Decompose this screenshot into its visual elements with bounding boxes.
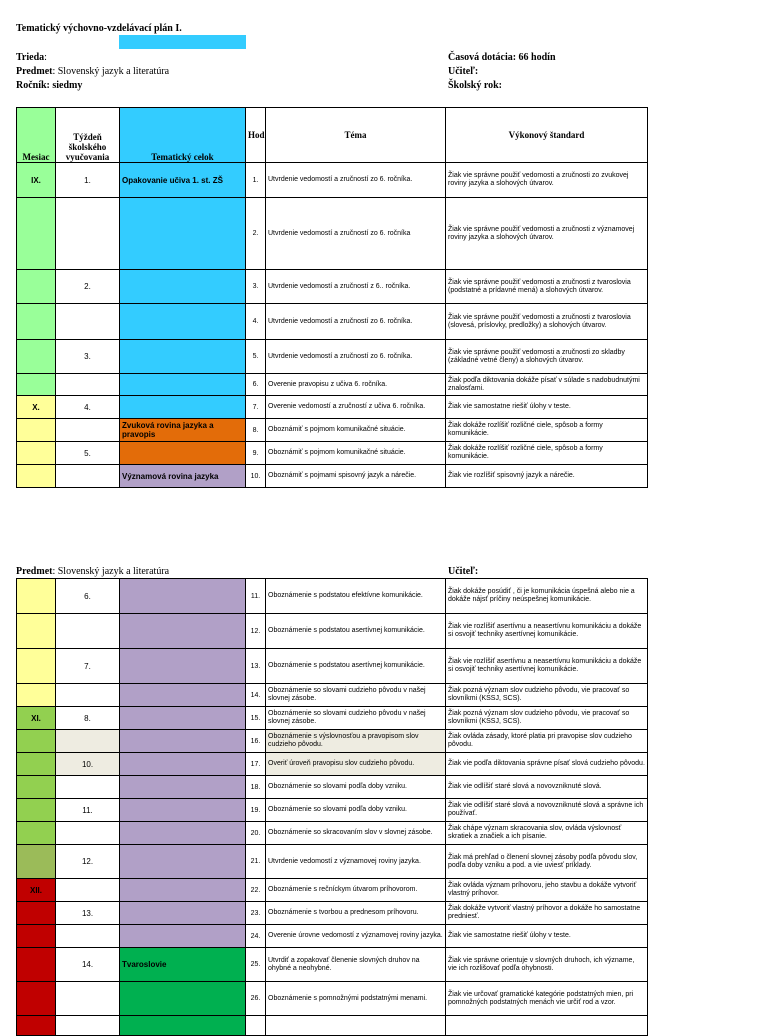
unit-cell xyxy=(120,879,246,902)
tyzden-cell: 5. xyxy=(56,442,120,465)
mesiac-cell xyxy=(17,340,56,374)
skolsky-rok-label: Školský rok: xyxy=(448,80,503,91)
hod-cell: 10. xyxy=(246,465,266,488)
standard-cell: Žiak vie podľa diktovania správne písať slová cudzieho pôvodu. xyxy=(446,753,648,776)
tema-cell: Oboznámenie so slovami podľa doby vzniku. xyxy=(266,776,446,799)
standard-cell: Žiak dokáže vytvoriť vlastný príhovor a dokáže ho samostatne predniesť. xyxy=(446,902,648,925)
hod-cell: 8. xyxy=(246,419,266,442)
tyzden-cell: 14. xyxy=(56,948,120,982)
hod-cell: 23. xyxy=(246,902,266,925)
standard-cell xyxy=(446,1016,648,1036)
mesiac-cell xyxy=(17,419,56,442)
hod-cell: 9. xyxy=(246,442,266,465)
col-tema-header: Téma xyxy=(266,108,446,163)
tema-cell: Utvrdiť a zopakovať členenie slovných druhov na ohybné a neohybné. xyxy=(266,948,446,982)
table-row xyxy=(17,684,648,707)
mesiac-cell xyxy=(17,1016,56,1036)
tema-cell: Oboznámenie s výslovnosťou a pravopisom slov cudzieho pôvodu. xyxy=(266,730,446,753)
unit-cell xyxy=(120,799,246,822)
table-row xyxy=(17,198,648,270)
mesiac-cell xyxy=(17,374,56,396)
tema-cell: Oboznámiť s pojmom komunikačné situácie. xyxy=(266,419,446,442)
table-row xyxy=(17,649,648,684)
hod-cell: 17. xyxy=(246,753,266,776)
mesiac-cell xyxy=(17,948,56,982)
standard-cell: Žiak vie rozlíšiť asertívnu a neasertívnu komunikáciu a dokáže si osvojiť techniky asertívnej komunikácie. xyxy=(446,614,648,649)
unit-cell xyxy=(120,396,246,419)
table-row xyxy=(17,340,648,374)
table-row xyxy=(17,982,648,1016)
unit-cell xyxy=(120,707,246,730)
table-row xyxy=(17,948,648,982)
table-row xyxy=(17,270,648,304)
table-row xyxy=(17,902,648,925)
standard-cell: Žiak pozná význam slov cudzieho pôvodu, vie pracovať so slovníkmi (KSSJ, SCS). xyxy=(446,684,648,707)
predmet-line: Predmet: Slovenský jazyk a literatúra xyxy=(16,66,170,77)
tyzden-cell: 6. xyxy=(56,579,120,614)
tema-cell: Utvrdenie vedomostí a zručností z 6.. ročníka. xyxy=(266,270,446,304)
tema-cell: Utvrdenie vedomostí a zručností zo 6. ročníka. xyxy=(266,340,446,374)
rocnik-line: Ročník: siedmy xyxy=(16,80,83,91)
standard-cell: Žiak vie správne orientuje v slovných druhoch, ich význame, vie ich rozlišovať podľa ohybnosti. xyxy=(446,948,648,982)
unit-cell xyxy=(120,304,246,340)
mesiac-cell: XI. xyxy=(17,707,56,730)
tyzden-cell: 8. xyxy=(56,707,120,730)
tyzden-cell: 7. xyxy=(56,649,120,684)
unit-cell: Zvuková rovina jazyka a pravopis xyxy=(120,419,246,442)
tema-cell: Oboznámenie so slovami cudzieho pôvodu v našej slovnej zásobe. xyxy=(266,707,446,730)
mesiac-cell xyxy=(17,799,56,822)
tyzden-cell xyxy=(56,465,120,488)
unit-cell xyxy=(120,753,246,776)
hod-cell: 4. xyxy=(246,304,266,340)
hod-cell: 24. xyxy=(246,925,266,948)
hod-cell: 13. xyxy=(246,649,266,684)
table-row xyxy=(17,579,648,614)
tyzden-cell xyxy=(56,304,120,340)
hod-cell: 1. xyxy=(246,163,266,198)
col-standard-header: Výkonový štandard xyxy=(446,108,648,163)
mesiac-cell xyxy=(17,902,56,925)
predmet-line-2: Predmet: Slovenský jazyk a literatúra xyxy=(16,566,170,577)
tyzden-cell: 10. xyxy=(56,753,120,776)
tyzden-cell: 11. xyxy=(56,799,120,822)
tema-cell: Oboznámenie s tvorbou a prednesom príhovoru. xyxy=(266,902,446,925)
unit-cell xyxy=(120,614,246,649)
standard-cell: Žiak vie samostatne riešiť úlohy v teste. xyxy=(446,396,648,419)
table-row xyxy=(17,730,648,753)
unit-cell: Tvaroslovie xyxy=(120,948,246,982)
unit-cell xyxy=(120,845,246,879)
mesiac-cell xyxy=(17,822,56,845)
tema-cell: Oboznámenie s podstatou asertívnej komunikácie. xyxy=(266,649,446,684)
table-row xyxy=(17,374,648,396)
tema-cell: Oboznámiť s pojmom komunikačné situácie. xyxy=(266,442,446,465)
standard-cell: Žiak vie rozlíšiť asertívnu a neasertívnu komunikáciu a dokáže si osvojiť techniky asertívnej komunikácie. xyxy=(446,649,648,684)
standard-cell: Žiak pozná význam slov cudzieho pôvodu, vie pracovať so slovníkmi (KSSJ, SCS). xyxy=(446,707,648,730)
tyzden-cell xyxy=(56,614,120,649)
mesiac-cell xyxy=(17,776,56,799)
tyzden-cell: 2. xyxy=(56,270,120,304)
standard-cell: Žiak vie správne použiť vedomosti a zručnosti z tvaroslovia (podstatné a prídavné mená) a slohových útvarov. xyxy=(446,270,648,304)
standard-cell: Žiak vie správne použiť vedomosti a zručnosti zo skladby (základné vetné členy) a slohových útvarov. xyxy=(446,340,648,374)
hod-cell xyxy=(246,1016,266,1036)
tema-cell: Utvrdenie vedomostí a zručností zo 6. ročníka xyxy=(266,198,446,270)
hod-cell: 26. xyxy=(246,982,266,1016)
tyzden-cell: 1. xyxy=(56,163,120,198)
table-row xyxy=(17,799,648,822)
tema-cell: Utvrdenie vedomostí a zručností zo 6. ročníka. xyxy=(266,163,446,198)
tyzden-cell xyxy=(56,419,120,442)
hod-cell: 12. xyxy=(246,614,266,649)
standard-cell: Žiak dokáže rozlíšiť rozličné ciele, spôsob a formy komunikácie. xyxy=(446,442,648,465)
tema-cell: Utvrdenie vedomostí z významovej roviny jazyka. xyxy=(266,845,446,879)
trieda-label: Trieda: xyxy=(16,52,47,63)
tema-cell: Overenie úrovne vedomostí z významovej roviny jazyka. xyxy=(266,925,446,948)
plan-table-1 xyxy=(16,107,648,488)
ucitel-label-2: Učiteľ: xyxy=(448,566,479,577)
tema-cell: Oboznámenie so slovami cudzieho pôvodu v našej slovnej zásobe. xyxy=(266,684,446,707)
tema-cell xyxy=(266,1016,446,1036)
table-row xyxy=(17,419,648,442)
table-row xyxy=(17,822,648,845)
table-row xyxy=(17,1016,648,1036)
hod-cell: 2. xyxy=(246,198,266,270)
hod-cell: 14. xyxy=(246,684,266,707)
unit-cell xyxy=(120,442,246,465)
tema-cell: Oboznámenie s pomnožnými podstatnými menami. xyxy=(266,982,446,1016)
hod-cell: 5. xyxy=(246,340,266,374)
tema-cell: Oboznámenie so slovami podľa doby vzniku. xyxy=(266,799,446,822)
ucitel-label: Učiteľ: xyxy=(448,66,479,77)
unit-cell xyxy=(120,902,246,925)
unit-cell xyxy=(120,730,246,753)
mesiac-cell xyxy=(17,753,56,776)
tyzden-cell xyxy=(56,684,120,707)
mesiac-cell xyxy=(17,925,56,948)
mesiac-cell xyxy=(17,614,56,649)
unit-cell: Významová rovina jazyka xyxy=(120,465,246,488)
table-row xyxy=(17,163,648,198)
unit-cell xyxy=(120,198,246,270)
standard-cell: Žiak dokáže posúdiť , či je komunikácia úspešná alebo nie a dokáže nájsť príčiny neúspešnej komunikácie. xyxy=(446,579,648,614)
standard-cell: Žiak má prehľad o členení slovnej zásoby podľa pôvodu slov, podľa doby vzniku a pod. a vie uviesť príklady. xyxy=(446,845,648,879)
table-row xyxy=(17,465,648,488)
hod-cell: 11. xyxy=(246,579,266,614)
mesiac-cell xyxy=(17,684,56,707)
standard-cell: Žiak ovláda význam príhovoru, jeho stavbu a dokáže vytvoriť vlastný príhovor. xyxy=(446,879,648,902)
mesiac-cell xyxy=(17,982,56,1016)
unit-cell xyxy=(120,776,246,799)
tyzden-cell: 13. xyxy=(56,902,120,925)
col-tyzden-header: Týždeň školského vyučovania xyxy=(56,108,120,163)
mesiac-cell xyxy=(17,649,56,684)
table-row xyxy=(17,845,648,879)
mesiac-cell xyxy=(17,465,56,488)
hod-cell: 7. xyxy=(246,396,266,419)
tyzden-cell xyxy=(56,822,120,845)
table-row xyxy=(17,879,648,902)
tema-cell: Oboznámenie s podstatou asertívnej komunikácie. xyxy=(266,614,446,649)
tyzden-cell: 4. xyxy=(56,396,120,419)
table-row xyxy=(17,776,648,799)
highlight-bar xyxy=(119,35,246,49)
unit-cell xyxy=(120,925,246,948)
hod-cell: 15. xyxy=(246,707,266,730)
unit-cell: Opakovanie učiva 1. st. ZŠ xyxy=(120,163,246,198)
table-row xyxy=(17,304,648,340)
mesiac-cell xyxy=(17,270,56,304)
table-row xyxy=(17,925,648,948)
col-mesiac-header: Mesiac xyxy=(17,108,56,163)
hod-cell: 3. xyxy=(246,270,266,304)
hod-cell: 18. xyxy=(246,776,266,799)
tema-cell: Oboznámiť s pojmami spisovný jazyk a nárečie. xyxy=(266,465,446,488)
tyzden-cell xyxy=(56,198,120,270)
standard-cell: Žiak vie odlíšiť staré slová a novovzniknuté slová. xyxy=(446,776,648,799)
standard-cell: Žiak vie samostatne riešiť úlohy v teste. xyxy=(446,925,648,948)
mesiac-cell xyxy=(17,845,56,879)
document-title: Tematický výchovno-vzdelávací plán I. xyxy=(16,23,182,34)
mesiac-cell xyxy=(17,442,56,465)
standard-cell: Žiak podľa diktovania dokáže písať v súlade s nadobudnutými znalosťami. xyxy=(446,374,648,396)
mesiac-cell xyxy=(17,730,56,753)
tyzden-cell xyxy=(56,879,120,902)
mesiac-cell xyxy=(17,579,56,614)
standard-cell: Žiak vie odlíšiť staré slová a novovzniknuté slová a správne ich používať. xyxy=(446,799,648,822)
tyzden-cell xyxy=(56,374,120,396)
unit-cell xyxy=(120,579,246,614)
standard-cell: Žiak chápe význam skracovania slov, ovláda výslovnosť skratiek a značiek a ich písanie. xyxy=(446,822,648,845)
mesiac-cell xyxy=(17,198,56,270)
tema-cell: Overenie vedomostí a zručností z učiva 6. ročníka. xyxy=(266,396,446,419)
casova-dotacia: Časová dotácia: 66 hodín xyxy=(448,52,556,63)
mesiac-cell: IX. xyxy=(17,163,56,198)
hod-cell: 25. xyxy=(246,948,266,982)
col-hod-header: Hod xyxy=(246,108,266,163)
hod-cell: 6. xyxy=(246,374,266,396)
unit-cell xyxy=(120,374,246,396)
standard-cell: Žiak vie správne použiť vedomosti a zručnosti z významovej roviny jazyka a slohových útvarov. xyxy=(446,198,648,270)
tyzden-cell xyxy=(56,730,120,753)
table-row xyxy=(17,442,648,465)
tema-cell: Overiť úroveň pravopisu slov cudzieho pôvodu. xyxy=(266,753,446,776)
unit-cell xyxy=(120,684,246,707)
table-row xyxy=(17,614,648,649)
tyzden-cell xyxy=(56,776,120,799)
plan-table-2 xyxy=(16,578,648,1036)
tyzden-cell xyxy=(56,925,120,948)
mesiac-cell: X. xyxy=(17,396,56,419)
unit-cell xyxy=(120,1016,246,1036)
mesiac-cell: XII. xyxy=(17,879,56,902)
standard-cell: Žiak ovláda zásady, ktoré platia pri pravopise slov cudzieho pôvodu. xyxy=(446,730,648,753)
unit-cell xyxy=(120,270,246,304)
hod-cell: 19. xyxy=(246,799,266,822)
standard-cell: Žiak vie správne použiť vedomosti a zručnosti zo zvukovej roviny jazyka a slohových útvarov. xyxy=(446,163,648,198)
tyzden-cell xyxy=(56,1016,120,1036)
standard-cell: Žiak vie určovať gramatické kategórie podstatných mien, pri pomnožných podstatných menách vie určiť rod a vzor. xyxy=(446,982,648,1016)
hod-cell: 21. xyxy=(246,845,266,879)
tema-cell: Overenie pravopisu z učiva 6. ročníka. xyxy=(266,374,446,396)
hod-cell: 16. xyxy=(246,730,266,753)
tema-cell: Oboznámenie so skracovaním slov v slovnej zásobe. xyxy=(266,822,446,845)
unit-cell xyxy=(120,340,246,374)
hod-cell: 20. xyxy=(246,822,266,845)
standard-cell: Žiak dokáže rozlíšiť rozličné ciele, spôsob a formy komunikácie. xyxy=(446,419,648,442)
unit-cell xyxy=(120,982,246,1016)
mesiac-cell xyxy=(17,304,56,340)
tema-cell: Utvrdenie vedomostí a zručností zo 6. ročníka. xyxy=(266,304,446,340)
unit-cell xyxy=(120,822,246,845)
table-row xyxy=(17,753,648,776)
standard-cell: Žiak vie správne použiť vedomosti a zručnosti z tvaroslovia (slovesá, príslovky, predložky) a slohových útvarov. xyxy=(446,304,648,340)
unit-cell xyxy=(120,649,246,684)
tema-cell: Oboznámenie s rečníckym útvarom príhovorom. xyxy=(266,879,446,902)
table-row xyxy=(17,707,648,730)
hod-cell: 22. xyxy=(246,879,266,902)
tyzden-cell xyxy=(56,982,120,1016)
col-celok-header: Tematický celok xyxy=(120,108,246,163)
tyzden-cell: 3. xyxy=(56,340,120,374)
standard-cell: Žiak vie rozlíšiť spisovný jazyk a nárečie. xyxy=(446,465,648,488)
table-row xyxy=(17,396,648,419)
tyzden-cell: 12. xyxy=(56,845,120,879)
tema-cell: Oboznámenie s podstatou efektívne komunikácie. xyxy=(266,579,446,614)
